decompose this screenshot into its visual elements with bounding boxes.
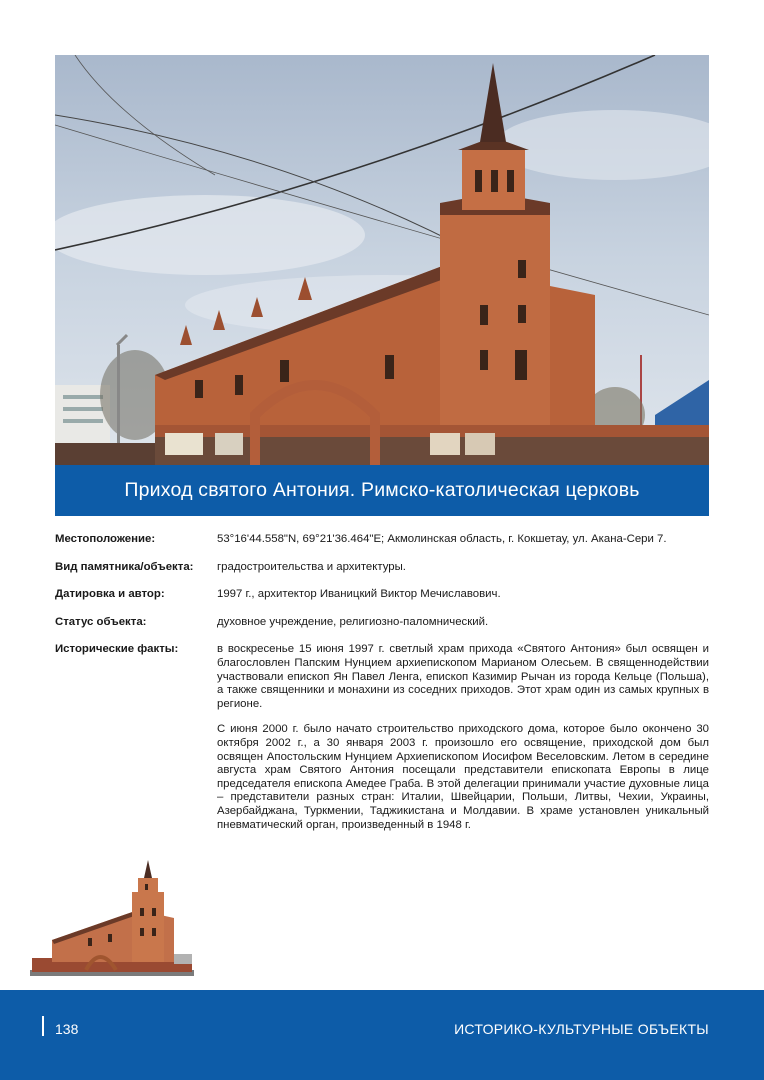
history-paragraph: С июня 2000 г. было начато строительство приходского дома, которое было окончено 30 октября 2002 г., а 30 января 2003 г. произошло его освящение, приходской дом был освящен Апостольским Нунцием Архиепископом Иосифом Веселовским. Летом в середине августа храм Святого Антония посещали представители епископата Европы в лице председателя епископа Амедее Граба. В этой делегации принимали участие духовные лица – представители разных стран: Италии, Швейцарии, Польши, Литвы, Чехии, Украины, Азербайджана, Туркмении, Таджикистана и Молдавии. В храме установлен уникальный пневматический орган, произведенный в 1948 г. bbox=[217, 723, 709, 831]
monument-type-value: градостроительства и архитектуры. bbox=[217, 560, 406, 573]
page-number: 138 bbox=[55, 1021, 79, 1037]
church-sketch-image bbox=[28, 858, 198, 984]
church-photo bbox=[55, 55, 709, 465]
location-row bbox=[55, 533, 709, 547]
page-footer bbox=[0, 990, 764, 1080]
status-value: духовное учреждение, религиозно-паломнический. bbox=[217, 615, 489, 628]
location-value: 53°16'44.558"N, 69°21'36.464"E; Акмолинская область, г. Кокшетау, ул. Акана-Сери 7. bbox=[217, 533, 667, 545]
location-label: Местоположение: bbox=[55, 533, 156, 545]
history-text bbox=[217, 643, 709, 832]
monument-type-row bbox=[55, 561, 709, 575]
section-title: ИСТОРИКО-КУЛЬТУРНЫЕ ОБЪЕКТЫ bbox=[454, 1021, 709, 1037]
status-row bbox=[55, 616, 709, 630]
status-label: Статус объекта: bbox=[55, 615, 147, 628]
page-title: Приход святого Антония. Римско-католическая церковь bbox=[55, 465, 709, 516]
history-paragraph: в воскресенье 15 июня 1997 г. светлый храм прихода «Святого Антония» был освящен и благословлен Папским Нунцием архиепископом Марианом Олесьем. В священнодействии участвовали епископ Ян Павел Ленга, епископ Казимир Рычан из города Кельце (Польша), а также священники и монахини из соседних приходов. Этот храм один из самых крупных в регионе. bbox=[217, 643, 709, 710]
monument-type-label: Вид памятника/объекта: bbox=[55, 560, 194, 573]
history-label: Исторические факты: bbox=[55, 643, 179, 656]
dating-value: 1997 г., архитектор Иваницкий Виктор Мечиславович. bbox=[217, 588, 501, 601]
footer-divider bbox=[42, 1016, 44, 1036]
info-table bbox=[55, 533, 709, 846]
dating-label: Датировка и автор: bbox=[55, 588, 165, 601]
history-row bbox=[55, 643, 709, 832]
dating-row bbox=[55, 588, 709, 602]
